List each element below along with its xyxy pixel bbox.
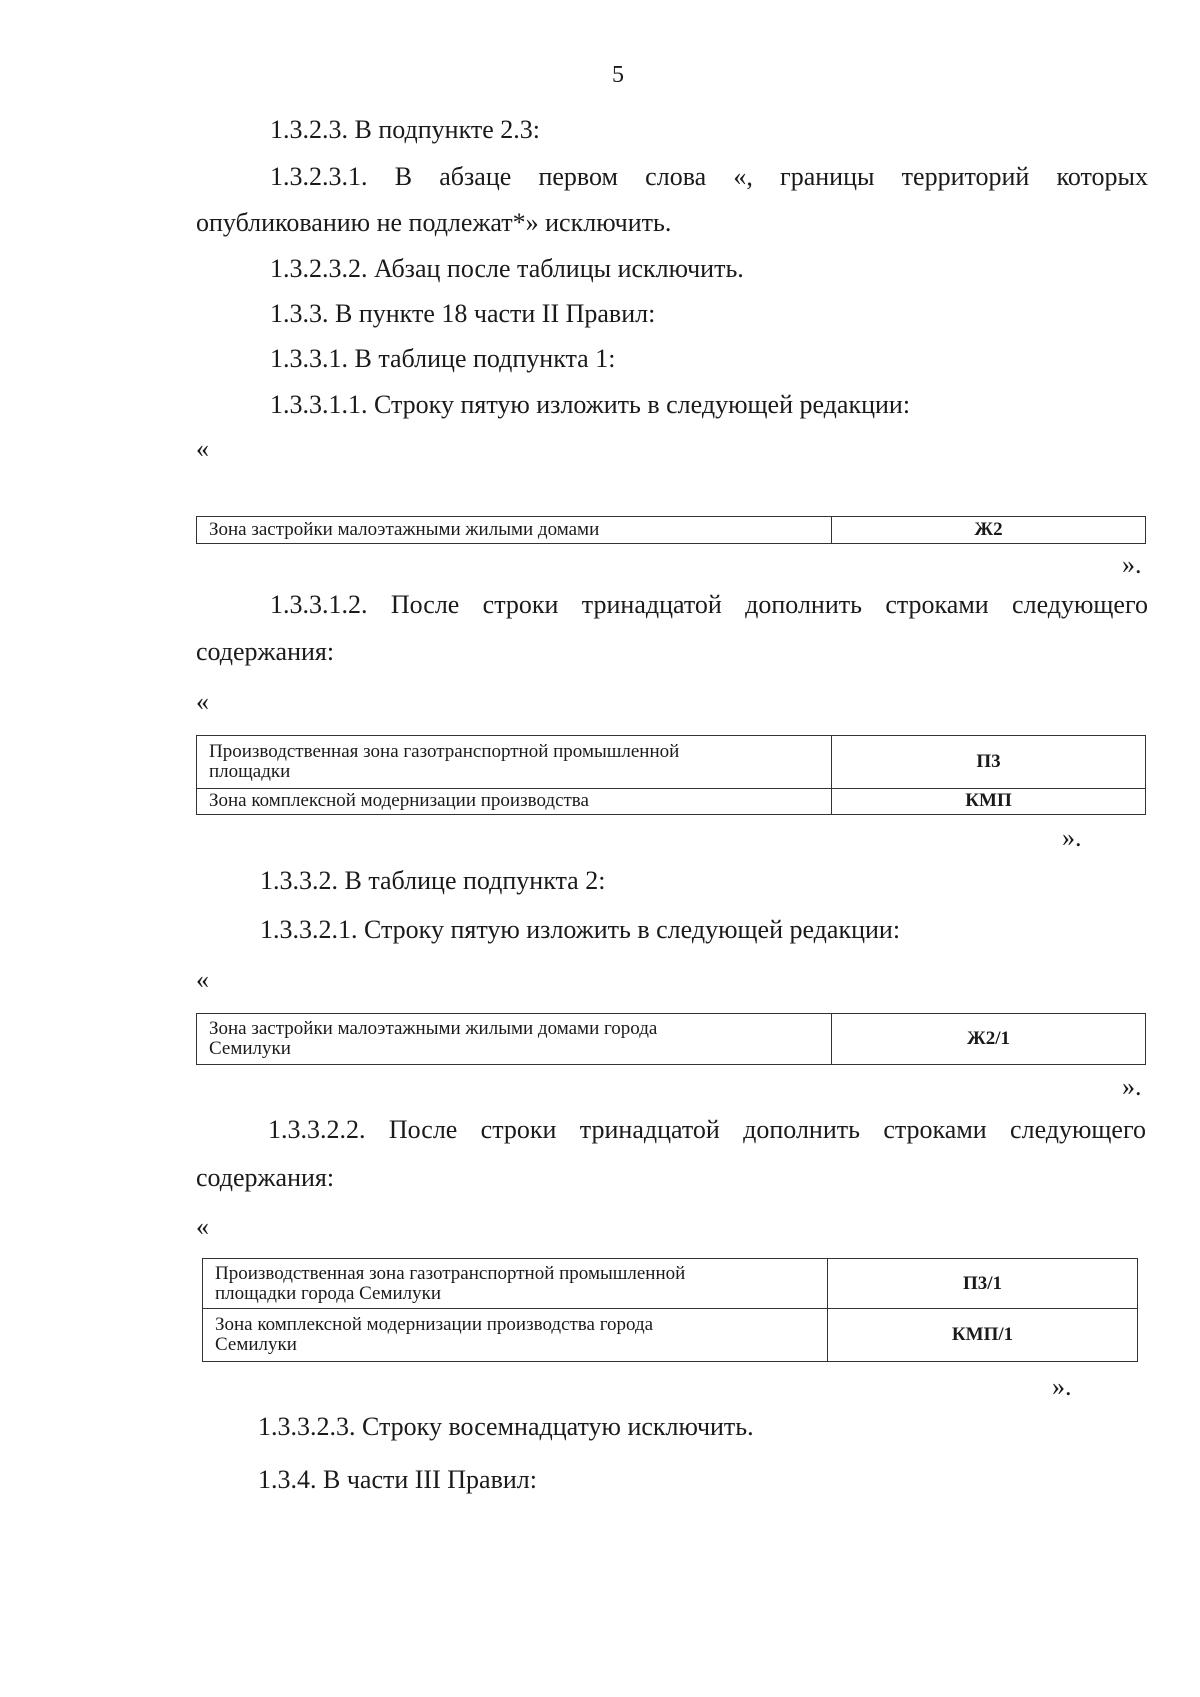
zone-name-cell [203, 1309, 828, 1362]
close-quote: ». [1052, 1372, 1072, 1401]
zone-name-line: Зона застройки малоэтажными жилыми домами города [209, 1018, 658, 1039]
paragraph-1-3-3: 1.3.3. В пункте 18 части II Правил: [270, 299, 656, 328]
close-quote: ». [1122, 550, 1142, 579]
open-quote: « [196, 687, 209, 716]
zones-table-3 [196, 1013, 1146, 1065]
paragraph-1-3-3-1-2-line2: содержания: [196, 637, 335, 666]
zone-name-cell [203, 1259, 828, 1309]
table-row [203, 1309, 1138, 1362]
paragraph-1-3-2-3-1-line2: опубликованию не подлежат*» исключить. [196, 208, 672, 237]
close-quote: ». [1062, 823, 1082, 852]
zone-name-cell: Зона комплексной модернизации производства [197, 788, 832, 814]
zone-code-cell: Ж2/1 [832, 1014, 1146, 1065]
zones-table-1 [196, 516, 1146, 544]
paragraph-1-3-2-3: 1.3.2.3. В подпункте 2.3: [270, 115, 540, 144]
paragraph-1-3-3-2-1: 1.3.3.2.1. Строку пятую изложить в следующей редакции: [260, 915, 901, 944]
zone-name-line: площадки города Семилуки [215, 1282, 442, 1304]
zone-name-line: Производственная зона газотранспортной промышленной [215, 1262, 686, 1284]
table-row [197, 736, 1146, 789]
zone-code-cell: П3/1 [828, 1259, 1138, 1309]
open-quote: « [196, 965, 209, 994]
zone-name-line: Семилуки [209, 1038, 291, 1059]
paragraph-1-3-2-3-2: 1.3.2.3.2. Абзац после таблицы исключить. [270, 254, 744, 283]
paragraph-1-3-3-2: 1.3.3.2. В таблице подпункта 2: [260, 866, 606, 895]
paragraph-1-3-3-2-2-line1: 1.3.3.2.2. После строки тринадцатой дополнить строками следующего [268, 1115, 1146, 1144]
zone-code-cell: КМП [832, 788, 1146, 814]
close-quote: ». [1122, 1072, 1142, 1101]
zone-code-cell: Ж2 [832, 517, 1146, 544]
table-row [197, 1014, 1146, 1065]
paragraph-1-3-4: 1.3.4. В части III Правил: [258, 1465, 537, 1494]
paragraph-1-3-3-1-1: 1.3.3.1.1. Строку пятую изложить в следующей редакции: [270, 390, 911, 419]
table-row [197, 517, 1146, 544]
paragraph-1-3-2-3-1-line1: 1.3.2.3.1. В абзаце первом слова «, границы территорий которых [270, 162, 1148, 191]
zone-name-cell [197, 736, 832, 789]
open-quote: « [196, 1212, 209, 1241]
paragraph-1-3-3-2-2-line2: содержания: [196, 1163, 335, 1192]
page-number: 5 [612, 62, 624, 88]
paragraph-1-3-3-1-2-line1: 1.3.3.1.2. После строки тринадцатой дополнить строками следующего [270, 590, 1148, 619]
zone-name-line: Семилуки [215, 1334, 297, 1356]
paragraph-1-3-3-2-3: 1.3.3.2.3. Строку восемнадцатую исключить. [258, 1412, 754, 1441]
zone-code-cell: КМП/1 [828, 1309, 1138, 1362]
zone-code-cell: П3 [832, 736, 1146, 789]
zones-table-2 [196, 735, 1146, 815]
table-row [197, 788, 1146, 814]
zone-name-cell [197, 1014, 832, 1065]
open-quote: « [196, 434, 209, 463]
zone-name-line: площадки [209, 760, 291, 782]
paragraph-1-3-3-1: 1.3.3.1. В таблице подпункта 1: [270, 344, 616, 373]
zones-table-4 [202, 1258, 1138, 1362]
zone-name-cell: Зона застройки малоэтажными жилыми домами [197, 517, 832, 544]
table-row [203, 1259, 1138, 1309]
zone-name-line: Зона комплексной модернизации производства города [215, 1314, 654, 1336]
zone-name-line: Производственная зона газотранспортной промышленной [209, 740, 680, 762]
